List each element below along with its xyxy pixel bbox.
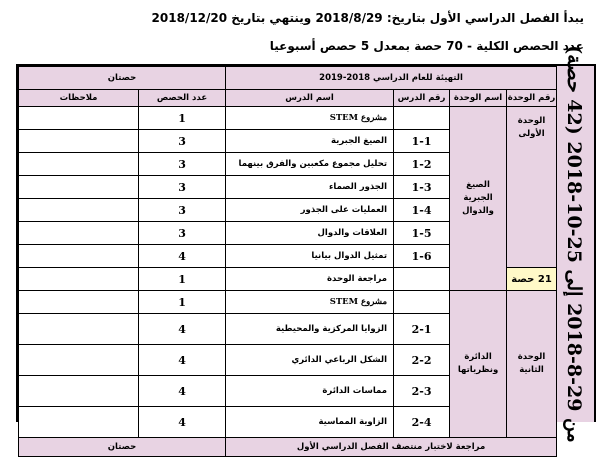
lesson-no: 1-5: [394, 222, 450, 245]
unit1-name: الصيغ الجبرية والدوال: [450, 107, 507, 291]
lesson-periods: 4: [139, 314, 226, 345]
semester-dates-heading: يبدأ الفصل الدراسي الأول بتاريخ: 2018/8/29 وينتهي بتاريخ 2018/12/20: [151, 11, 584, 25]
unit2-label: الوحدة الثانية: [507, 291, 557, 438]
lesson-periods: 3: [139, 130, 226, 153]
lesson-periods: 1: [139, 107, 226, 130]
lesson-no: 1-4: [394, 199, 450, 222]
col-lesson-name: اسم الدرس: [226, 90, 394, 107]
lesson-periods: 3: [139, 222, 226, 245]
lesson-name: الجذور الصماء: [226, 176, 394, 199]
lesson-no: 2-4: [394, 407, 450, 438]
lesson-name: مراجعة الوحدة: [226, 268, 394, 291]
col-unit-name: اسم الوحدة: [450, 90, 507, 107]
lesson-no: 1-6: [394, 245, 450, 268]
lesson-no: 2-3: [394, 376, 450, 407]
date-range-sidebar: [552, 45, 594, 443]
unit1-label: الوحدة الأولى: [507, 107, 557, 268]
col-notes: ملاحظات: [19, 90, 139, 107]
table-title-row: [19, 67, 557, 90]
lesson-notes: [19, 376, 139, 407]
col-lesson-no: رقم الدرس: [394, 90, 450, 107]
lesson-periods: 4: [139, 345, 226, 376]
lesson-name: الزاوية المماسية: [226, 407, 394, 438]
lesson-name: العمليات على الجذور: [226, 199, 394, 222]
table-title-periods: حصتان: [19, 67, 226, 90]
lesson-periods: 3: [139, 199, 226, 222]
lesson-no: 2-1: [394, 314, 450, 345]
lesson-no: 1-1: [394, 130, 450, 153]
lesson-notes: [19, 291, 139, 314]
pacing-table: [18, 66, 557, 457]
lesson-notes: [19, 314, 139, 345]
lesson-notes: [19, 268, 139, 291]
footer-text: مراجعة لاختبار منتصف الفصل الدراسي الأول: [226, 438, 557, 457]
lesson-periods: 4: [139, 376, 226, 407]
lesson-no: [394, 268, 450, 291]
date-range-label: من 29-8-2018 إلى 25-10-2018 (42 حصة): [562, 45, 585, 443]
lesson-name: تمثيل الدوال بيانيا: [226, 245, 394, 268]
col-periods: عدد الحصص: [139, 90, 226, 107]
lesson-periods: 1: [139, 291, 226, 314]
column-header-row: [19, 90, 557, 107]
lesson-notes: [19, 130, 139, 153]
lesson-periods: 4: [139, 407, 226, 438]
lesson-notes: [19, 176, 139, 199]
lesson-periods: 3: [139, 153, 226, 176]
lesson-notes: [19, 345, 139, 376]
lesson-periods: 1: [139, 268, 226, 291]
table-title: التهيئة للعام الدراسي 2018-2019: [226, 67, 557, 90]
lesson-name: تحليل مجموع مكعبين والفرق بينهما: [226, 153, 394, 176]
lesson-name: مشروع STEM: [226, 107, 394, 130]
lesson-notes: [19, 153, 139, 176]
unit1-total: 21 حصة: [507, 268, 557, 291]
lesson-no: [394, 291, 450, 314]
lesson-notes: [19, 222, 139, 245]
lesson-name: الشكل الرباعي الدائري: [226, 345, 394, 376]
lesson-periods: 3: [139, 176, 226, 199]
footer-periods: حصتان: [19, 438, 226, 457]
lesson-name: الزوايا المركزية والمحيطية: [226, 314, 394, 345]
lesson-no: [394, 107, 450, 130]
unit2-name: الدائرة ونظرياتها: [450, 291, 507, 438]
lesson-periods: 4: [139, 245, 226, 268]
col-unit-no: رقم الوحدة: [507, 90, 557, 107]
table-row: [19, 291, 557, 314]
total-periods-heading: عدد الحصص الكلية - 70 حصة بمعدل 5 حصص أسبوعيا: [269, 39, 584, 53]
lesson-notes: [19, 407, 139, 438]
lesson-no: 1-3: [394, 176, 450, 199]
lesson-notes: [19, 245, 139, 268]
lesson-name: الصيغ الجبرية: [226, 130, 394, 153]
lesson-name: مشروع STEM: [226, 291, 394, 314]
lesson-no: 1-2: [394, 153, 450, 176]
lesson-notes: [19, 107, 139, 130]
table-row: [19, 107, 557, 130]
footer-row: [19, 438, 557, 457]
lesson-no: 2-2: [394, 345, 450, 376]
lesson-notes: [19, 199, 139, 222]
lesson-name: مماسات الدائرة: [226, 376, 394, 407]
lesson-name: العلاقات والدوال: [226, 222, 394, 245]
